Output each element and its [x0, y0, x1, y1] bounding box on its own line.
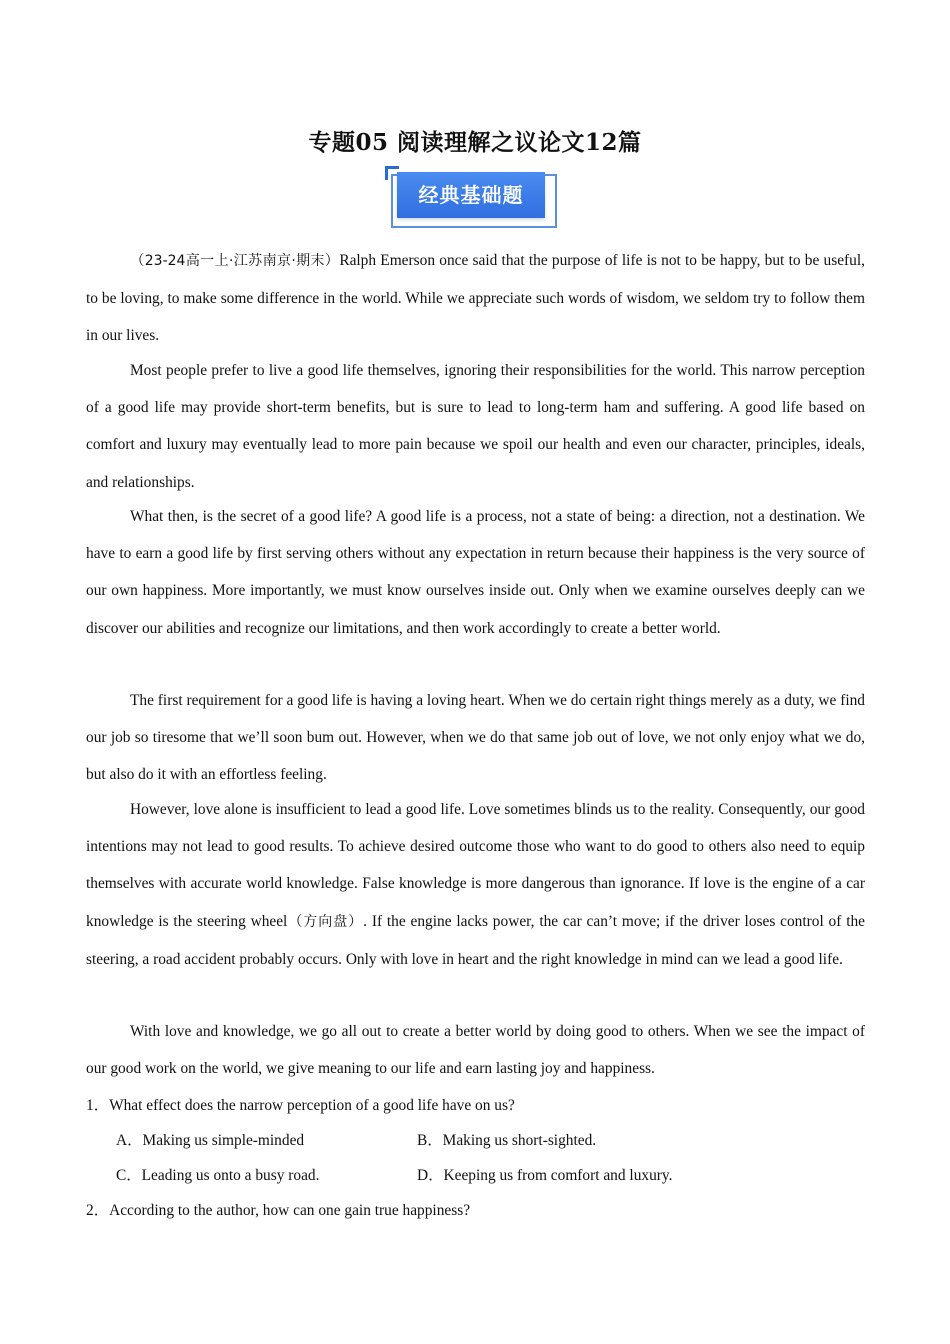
paragraph-6-text: With love and knowledge, we go all out to create a better world by doing good to others. When we see the impact of our good work on the world, we give meaning to our life and earn lasting joy and happiness.: [86, 1023, 865, 1078]
question-1: 1．What effect does the narrow perception of a good life have on us?: [86, 1097, 515, 1114]
paragraph-3-text: What then, is the secret of a good life? A good life is a process, not a state of being: a direction, not a destination. We have to earn a good life by first serving others without any expectation in return because their happiness is the very source of our own happiness. More importantly, we must know ourselves inside out. Only when we examine ourselves deeply can we discover our abilities and recognize our limitations, and then work accordingly to create a better world.: [86, 508, 865, 637]
passage-paragraph-4: [86, 682, 865, 794]
passage-paragraph-3: [86, 498, 865, 647]
passage-paragraph-5: [86, 791, 865, 978]
passage-paragraph-6: [86, 1013, 865, 1087]
question-1-option-a: A．Making us simple-minded: [116, 1132, 305, 1149]
passage-source: （23-24高一上·江苏南京·期末）: [130, 253, 340, 269]
passage-paragraph-1: [86, 242, 865, 355]
badge-label: 经典基础题: [397, 172, 545, 218]
paragraph-1-text: Ralph Emerson once said that the purpose of life is not to be happy, but to be useful, to be loving, to make some difference in the world. While we appreciate such words of wisdom, we seldom try to follow them in our lives.: [86, 252, 865, 345]
paragraph-5-text-b: . If the engine lacks power, the car can’t move; if the driver loses control of the steering, a road accident probably occurs. Only with love in heart and the right knowledge in mind can we lead a good life.: [86, 912, 865, 968]
paragraph-2-text: Most people prefer to live a good life themselves, ignoring their responsibilities for the world. This narrow perception of a good life may provide short-term benefits, but is sure to lead to long-term ham and suffering. A good life based on comfort and luxury may eventually lead to more pain because we spoil our health and even our character, principles, ideals, and relationships.: [86, 362, 865, 491]
question-1-option-c: C．Leading us onto a busy road.: [116, 1167, 320, 1184]
passage-paragraph-2: [86, 352, 865, 501]
page-title: 专题05 阅读理解之议论文12篇: [308, 129, 642, 156]
steering-wheel-gloss: （方向盘）: [287, 913, 364, 930]
question-2: 2．According to the author, how can one gain true happiness?: [86, 1202, 471, 1219]
question-1-option-d: D．Keeping us from comfort and luxury.: [417, 1167, 673, 1184]
paragraph-5-text-a: However, love alone is insufficient to lead a good life. Love sometimes blinds us to the reality. Consequently, our good intentions may not lead to good results. To achieve desired outcome those who want to do good to others also need to equip themselves with accurate world knowledge. False knowledge is more dangerous than ignorance. If love is the engine of a car knowledge is the steering wheel: [86, 801, 865, 930]
question-1-option-b: B．Making us short-sighted.: [417, 1132, 597, 1149]
section-badge: [385, 166, 559, 230]
paragraph-4-text: The first requirement for a good life is having a loving heart. When we do certain right things merely as a duty, we find our job so tiresome that we’ll soon bum out. However, when we do that same job out of love, we not only enjoy what we do, but also do it with an effortless feeling.: [86, 692, 865, 784]
